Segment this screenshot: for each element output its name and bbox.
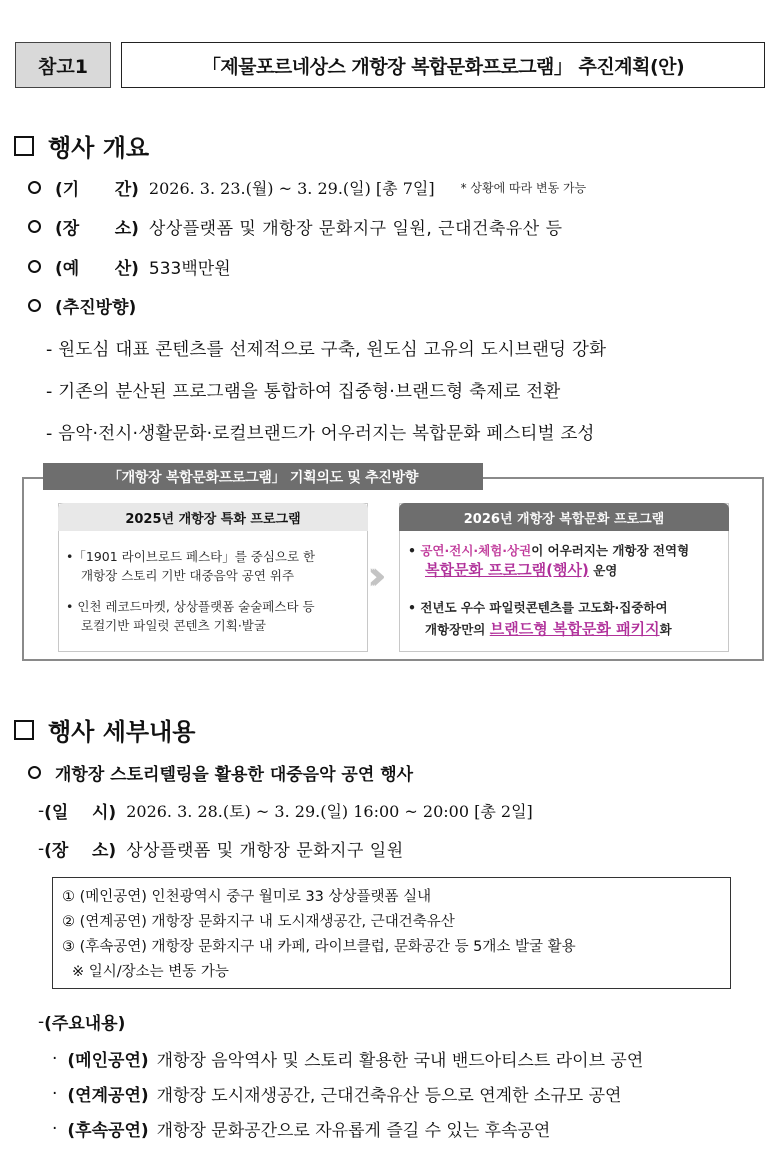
- bullet-text: 개항장만의: [425, 622, 490, 637]
- circle-bullet-icon: [28, 766, 41, 779]
- checkbox-square-icon: [14, 720, 34, 740]
- direction-item: - 음악·전시·생활문화·로컬브랜드가 어우러지는 복합문화 페스티벌 조성: [46, 424, 595, 444]
- content-label: (후속공연): [67, 1121, 149, 1141]
- content-label: (메인공연): [67, 1051, 149, 1071]
- place-label: (장 소): [44, 841, 117, 861]
- document-title: 「제물포르네상스 개항장 복합문화프로그램」 추진계획(안): [201, 55, 685, 78]
- circle-bullet-icon: [28, 181, 41, 194]
- double-chevron-right-icon: ›››: [367, 553, 373, 599]
- card-2026-bullet-cont: [425, 561, 617, 580]
- place-value: 상상플랫폼 및 개항장 문화지구 일원: [126, 841, 404, 861]
- section-title: 행사 세부내용: [48, 718, 196, 746]
- card-2026-bullet-cont: [425, 620, 672, 639]
- venue-item: ② (연계공연) 개항장 문화지구 내 도시재생공간, 근대건축유산: [62, 914, 455, 930]
- budget-row: [28, 254, 231, 279]
- content-text: 개항장 도시재생공간, 근대건축유산 등으로 연계한 소규모 공연: [156, 1086, 622, 1106]
- card-2026-bullet: • 전년도 우수 파일럿콘텐츠를 고도화·집중하여: [408, 600, 668, 615]
- place-row: [28, 214, 563, 239]
- bullet-text: 이 어우러지는 개항장 전역형: [531, 543, 690, 558]
- date-row: - (일 시) 2026. 3. 28.(토) ~ 3. 29.(일) 16:00 ~ 20:00 [총 2일]: [38, 798, 533, 823]
- content-item: · (메인공연) 개항장 음악역사 및 스토리 활용한 국내 밴드아티스트 라이브 공연: [52, 1046, 643, 1071]
- date-label: (일 시): [44, 803, 117, 823]
- card-2025-bullet: •「1901 라이브로드 페스타」를 중심으로 한: [66, 549, 316, 564]
- intent-panel-title: 「개항장 복합문화프로그램」 기획의도 및 추진방향: [43, 463, 483, 490]
- venue-item: ① (메인공연) 인천광역시 중구 월미로 33 상상플랫폼 실내: [62, 889, 432, 905]
- card-2025-bullet-cont: 로컬기반 파일럿 콘텐츠 기획·발굴: [81, 618, 266, 633]
- date-value: 2026. 3. 28.(토) ~ 3. 29.(일) 16:00 ~ 20:00 [총 2일]: [126, 802, 533, 821]
- period-label: (기 간): [55, 180, 139, 200]
- period-note: * 상황에 따라 변동 가능: [460, 181, 587, 195]
- budget-value: 533백만원: [148, 259, 231, 279]
- event-row: [28, 760, 413, 785]
- highlight-text: 브랜드형 복합문화 패키지: [489, 620, 660, 638]
- bullet-text: 화: [659, 622, 672, 637]
- bullet-text: 운영: [588, 563, 618, 578]
- card-2025-bullet: • 인천 레코드마켓, 상상플랫폼 술술페스타 등: [66, 599, 315, 614]
- reference-label: 참고1: [38, 55, 88, 78]
- event-title: 개항장 스토리텔링을 활용한 대중음악 공연 행사: [55, 765, 414, 785]
- highlight-text: 복합문화 프로그램(행사): [425, 561, 589, 579]
- direction-item: - 기존의 분산된 프로그램을 통합하여 집중형·브랜드형 축제로 전환: [46, 382, 561, 402]
- direction-item: - 원도심 대표 콘텐츠를 선제적으로 구축, 원도심 고유의 도시브랜딩 강화: [46, 340, 607, 360]
- venue-item: ③ (후속공연) 개항장 문화지구 내 카페, 라이브클럽, 문화공간 등 5개소 발굴 활용: [62, 939, 576, 955]
- period-value: 2026. 3. 23.(월) ~ 3. 29.(일) [총 7일]: [148, 179, 435, 198]
- place-value: 상상플랫폼 및 개항장 문화지구 일원, 근대건축유산 등: [148, 219, 563, 239]
- bullet-dot-icon: •: [408, 543, 421, 558]
- content-item: · (후속공연) 개항장 문화공간으로 자유롭게 즐길 수 있는 후속공연: [52, 1116, 550, 1141]
- content-text: 개항장 문화공간으로 자유롭게 즐길 수 있는 후속공연: [156, 1121, 551, 1141]
- checkbox-square-icon: [14, 136, 34, 156]
- direction-label: (추진방향): [55, 298, 137, 318]
- circle-bullet-icon: [28, 220, 41, 233]
- card-2026-bullet: [408, 541, 689, 560]
- card-2025-bullet-cont: 개항장 스토리 기반 대중음악 공연 위주: [81, 568, 295, 583]
- circle-bullet-icon: [28, 299, 41, 312]
- main-content-label: (주요내용): [44, 1014, 126, 1034]
- venue-note: ※ 일시/장소는 변동 가능: [72, 964, 229, 980]
- budget-label: (예 산): [55, 259, 139, 279]
- detail-place-row: - (장 소) 상상플랫폼 및 개항장 문화지구 일원: [38, 836, 404, 861]
- circle-bullet-icon: [28, 260, 41, 273]
- direction-row: [28, 293, 136, 318]
- card-2026-heading: 2026년 개항장 복합문화 프로그램: [399, 503, 729, 531]
- period-row: [28, 175, 586, 200]
- reference-badge: [15, 42, 111, 88]
- section-overview-heading: [14, 128, 149, 163]
- section-details-heading: [14, 712, 195, 747]
- main-content-row: - (주요내용): [38, 1009, 125, 1034]
- highlight-text: 공연·전시·체험·상권: [420, 543, 532, 558]
- content-label: (연계공연): [67, 1086, 149, 1106]
- content-text: 개항장 음악역사 및 스토리 활용한 국내 밴드아티스트 라이브 공연: [156, 1051, 644, 1071]
- card-2025-heading: 2025년 개항장 특화 프로그램: [58, 503, 368, 531]
- place-label: (장 소): [55, 219, 139, 239]
- document-title-box: [121, 42, 765, 88]
- content-item: · (연계공연) 개항장 도시재생공간, 근대건축유산 등으로 연계한 소규모 공연: [52, 1081, 621, 1106]
- section-title: 행사 개요: [48, 134, 150, 162]
